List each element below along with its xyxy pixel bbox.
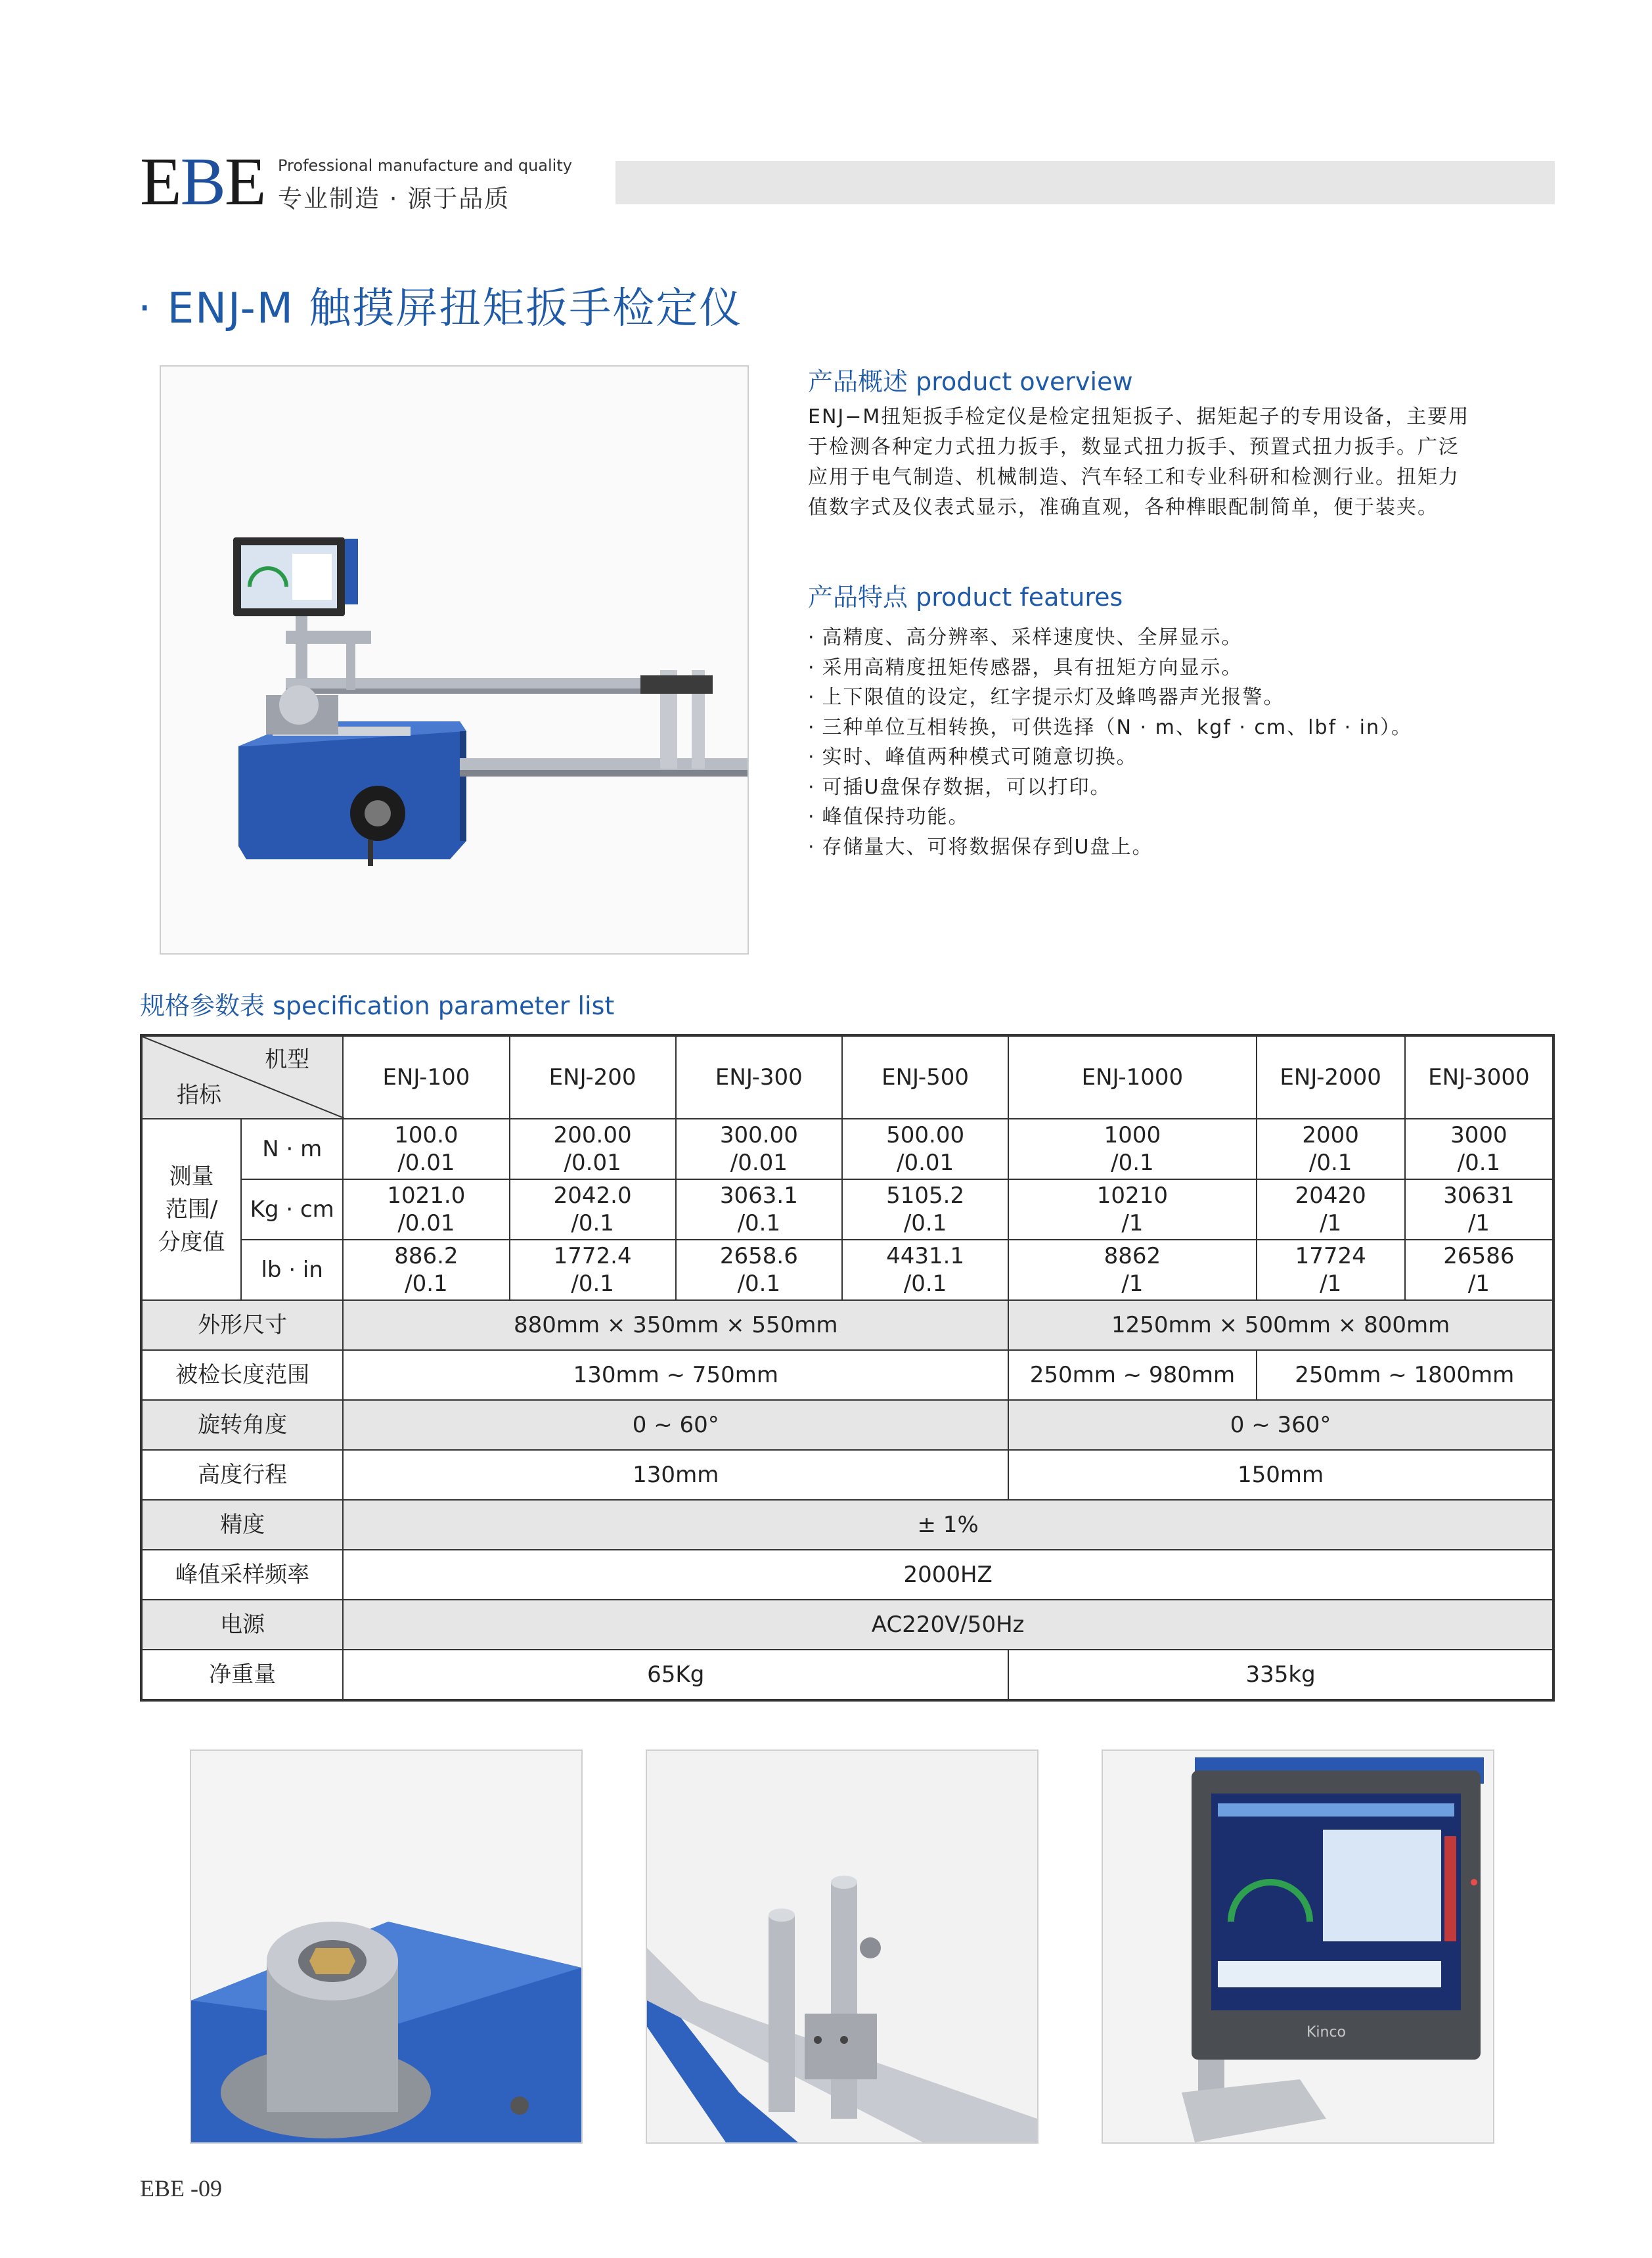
detail-photo-clamp	[646, 1750, 1038, 2144]
feature-item: · 上下限值的设定，红字提示灯及蜂鸣器声光报警。	[808, 683, 1412, 713]
range-label	[141, 1119, 241, 1300]
spec-division: /0.1	[903, 1271, 947, 1297]
spec-table	[140, 1034, 1555, 1702]
overview-line: 应用于电气制造、机械制造、汽车轻工和专业科研和检测行业。扭矩力	[808, 466, 1460, 489]
spec-division: /1	[1320, 1210, 1342, 1236]
feature-item: · 三种单位互相转换，可供选择（N · m、kgf · cm、lbf · in）。	[808, 713, 1412, 743]
screen-brand-label: Kinco	[1306, 2024, 1347, 2041]
row-label: 外形尺寸	[141, 1300, 343, 1350]
range-label-line: 范围/	[165, 1196, 218, 1223]
spec-division: /1	[1467, 1271, 1490, 1297]
spec-division: /0.01	[397, 1150, 455, 1176]
spec-value: 300.00	[719, 1122, 798, 1148]
spec-division: /0.1	[1308, 1150, 1352, 1176]
spec-cell	[1257, 1240, 1405, 1300]
features-heading: 产品特点 product features	[808, 583, 1123, 612]
spec-division: /0.1	[1111, 1150, 1154, 1176]
spec-cell: 130mm	[343, 1450, 1008, 1500]
spec-cell	[842, 1119, 1008, 1179]
spec-division: /0.1	[571, 1210, 614, 1236]
spec-division: /1	[1320, 1271, 1342, 1297]
spec-cell	[1008, 1179, 1256, 1240]
spec-cell	[1008, 1240, 1256, 1300]
torque-tester-machine-illustration	[161, 367, 748, 953]
spec-cell	[343, 1240, 509, 1300]
model-header: ENJ-2000	[1257, 1035, 1405, 1119]
spec-division: /0.1	[1457, 1150, 1501, 1176]
spec-cell: 130mm ~ 750mm	[343, 1350, 1008, 1400]
spec-value: 8862	[1104, 1243, 1161, 1269]
feature-item: · 可插U盘保存数据，可以打印。	[808, 773, 1412, 803]
range-label-line: 测量	[169, 1163, 214, 1190]
feature-item: · 峰值保持功能。	[808, 802, 1412, 832]
spec-value: 4431.1	[886, 1243, 965, 1269]
brand-logo: EBE	[140, 144, 265, 219]
spec-division: /0.1	[903, 1210, 947, 1236]
spec-division: /0.1	[571, 1271, 614, 1297]
feature-item: · 存储量大、可将数据保存到U盘上。	[808, 832, 1412, 863]
spec-heading: 规格参数表 specification parameter list	[140, 991, 615, 1020]
spec-division: /0.01	[397, 1210, 455, 1236]
spec-division: /1	[1467, 1210, 1490, 1236]
spec-value: 2042.0	[553, 1183, 632, 1209]
model-header: ENJ-300	[676, 1035, 842, 1119]
clamp-illustration	[647, 1751, 1037, 2142]
spec-division: /0.01	[730, 1150, 788, 1176]
header-index-label: 指标	[177, 1082, 221, 1108]
socket-illustration	[191, 1751, 581, 2142]
spec-division: /0.01	[897, 1150, 954, 1176]
spec-cell	[510, 1179, 676, 1240]
overview-line: ENJ−M扭矩扳手检定仪是检定扭矩扳子、据矩起子的专用设备，主要用	[808, 405, 1470, 428]
tagline-cn: 专业制造 · 源于品质	[278, 185, 510, 213]
row-label: 净重量	[141, 1650, 343, 1700]
unit-label: lb · in	[241, 1240, 343, 1300]
spec-value: 10210	[1096, 1183, 1168, 1209]
page-footer: EBE -09	[140, 2175, 222, 2202]
spec-division: /0.1	[737, 1210, 781, 1236]
spec-cell	[842, 1240, 1008, 1300]
spec-cell: 0 ~ 360°	[1008, 1400, 1553, 1450]
spec-value: 26586	[1443, 1243, 1515, 1269]
spec-cell: 0 ~ 60°	[343, 1400, 1008, 1450]
row-label: 高度行程	[141, 1450, 343, 1500]
spec-cell: ± 1%	[343, 1500, 1553, 1550]
spec-cell	[676, 1119, 842, 1179]
spec-cell	[510, 1240, 676, 1300]
spec-cell: AC220V/50Hz	[343, 1600, 1553, 1650]
range-label-line: 分度值	[158, 1229, 225, 1255]
feature-item: · 采用高精度扭矩传感器，具有扭矩方向显示。	[808, 653, 1412, 683]
spec-division: /0.01	[564, 1150, 621, 1176]
model-header: ENJ-100	[343, 1035, 509, 1119]
spec-division: /1	[1121, 1271, 1144, 1297]
diagonal-line	[143, 1037, 344, 1118]
spec-cell	[1257, 1119, 1405, 1179]
overview-line: 于检测各种定力式扭力扳手，数显式扭力扳手、预置式扭力扳手。广泛	[808, 436, 1460, 459]
spec-cell	[510, 1119, 676, 1179]
overview-line: 值数字式及仪表式显示，准确直观，各种榫眼配制简单，便于装夹。	[808, 496, 1439, 519]
spec-cell: 2000HZ	[343, 1550, 1553, 1600]
spec-value: 2658.6	[719, 1243, 798, 1269]
spec-cell: 65Kg	[343, 1650, 1008, 1700]
spec-value: 5105.2	[886, 1183, 965, 1209]
spec-value: 500.00	[886, 1122, 965, 1148]
touchscreen-illustration	[1103, 1751, 1493, 2142]
spec-cell	[676, 1179, 842, 1240]
spec-cell	[343, 1179, 509, 1240]
row-label: 旋转角度	[141, 1400, 343, 1450]
spec-cell	[1405, 1119, 1553, 1179]
spec-cell: 250mm ~ 1800mm	[1257, 1350, 1553, 1400]
spec-cell: 1250mm × 500mm × 800mm	[1008, 1300, 1553, 1350]
spec-division: /0.1	[737, 1271, 781, 1297]
tagline-en: Professional manufacture and quality	[278, 156, 572, 175]
feature-list	[808, 623, 1412, 862]
spec-value: 1000	[1104, 1122, 1161, 1148]
spec-value: 100.0	[394, 1122, 458, 1148]
spec-value: 30631	[1443, 1183, 1515, 1209]
spec-cell	[1257, 1179, 1405, 1240]
model-header: ENJ-1000	[1008, 1035, 1256, 1119]
spec-cell: 250mm ~ 980mm	[1008, 1350, 1256, 1400]
spec-cell	[1405, 1179, 1553, 1240]
header-model-label: 机型	[265, 1047, 310, 1073]
header-bar	[615, 161, 1555, 204]
spec-value: 1021.0	[387, 1183, 466, 1209]
unit-label: N · m	[241, 1119, 343, 1179]
spec-value: 1772.4	[553, 1243, 632, 1269]
header-diagonal-cell	[141, 1035, 343, 1119]
spec-value: 2000	[1302, 1122, 1359, 1148]
spec-value: 200.00	[553, 1122, 632, 1148]
model-header: ENJ-500	[842, 1035, 1008, 1119]
spec-value: 3000	[1450, 1122, 1507, 1148]
spec-division: /1	[1121, 1210, 1144, 1236]
model-header: ENJ-200	[510, 1035, 676, 1119]
row-label: 峰值采样频率	[141, 1550, 343, 1600]
detail-photo-socket	[190, 1750, 583, 2144]
row-label: 精度	[141, 1500, 343, 1550]
spec-value: 17724	[1295, 1243, 1366, 1269]
spec-cell	[676, 1240, 842, 1300]
spec-cell	[1405, 1240, 1553, 1300]
spec-cell: 335kg	[1008, 1650, 1553, 1700]
feature-item: · 实时、峰值两种模式可随意切换。	[808, 742, 1412, 773]
row-label: 电源	[141, 1600, 343, 1650]
spec-cell	[343, 1119, 509, 1179]
feature-item: · 高精度、高分辨率、采样速度快、全屏显示。	[808, 623, 1412, 653]
unit-label: Kg · cm	[241, 1179, 343, 1240]
spec-value: 20420	[1295, 1183, 1366, 1209]
spec-cell	[842, 1179, 1008, 1240]
spec-cell: 150mm	[1008, 1450, 1553, 1500]
spec-value: 886.2	[394, 1243, 458, 1269]
main-product-photo	[160, 365, 749, 955]
overview-paragraph	[808, 402, 1557, 523]
detail-photo-screen	[1102, 1750, 1494, 2144]
spec-cell	[1008, 1119, 1256, 1179]
model-header: ENJ-3000	[1405, 1035, 1553, 1119]
spec-value: 3063.1	[719, 1183, 798, 1209]
spec-cell: 880mm × 350mm × 550mm	[343, 1300, 1008, 1350]
spec-division: /0.1	[405, 1271, 448, 1297]
page-title: · ENJ-M 触摸屏扭矩扳手检定仪	[138, 284, 743, 333]
overview-heading: 产品概述 product overview	[808, 367, 1133, 396]
row-label: 被检长度范围	[141, 1350, 343, 1400]
